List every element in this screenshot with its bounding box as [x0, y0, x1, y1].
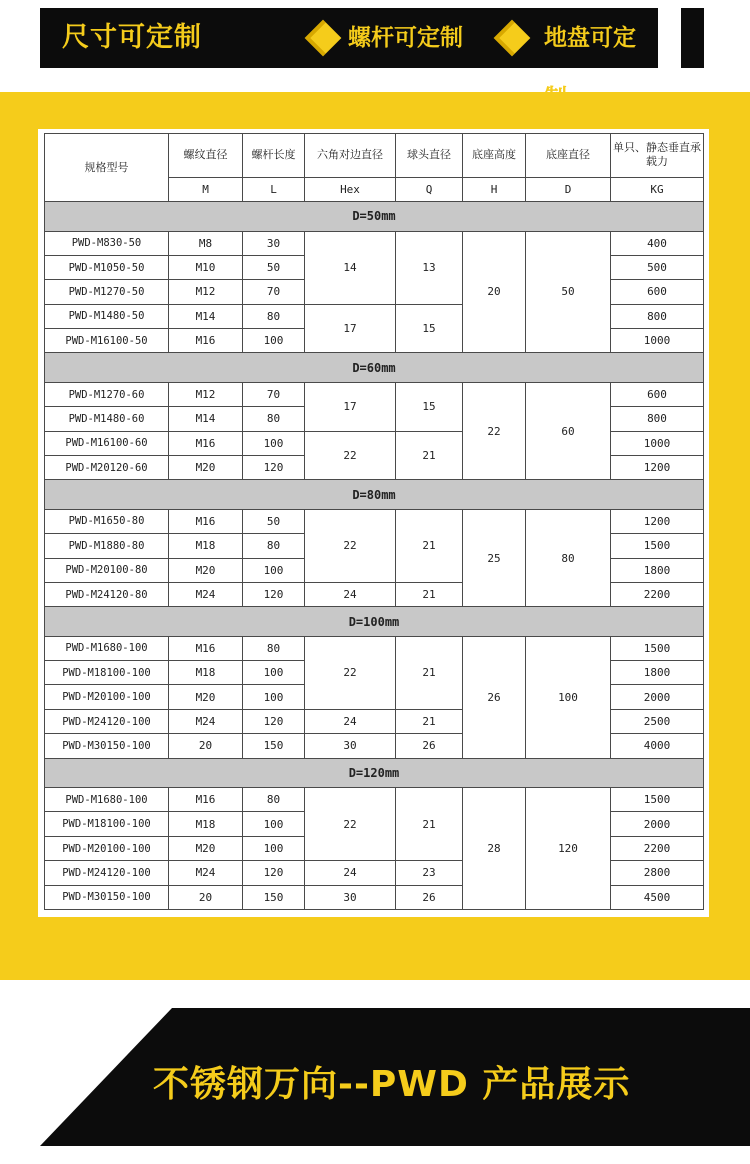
- load-capacity-cell: 4500: [611, 885, 704, 909]
- section-header: D=80mm: [45, 480, 704, 509]
- model-cell: PWD-M24120-100: [45, 861, 169, 885]
- section-row: [45, 607, 704, 636]
- load-capacity-cell: 600: [611, 280, 704, 304]
- model-cell: PWD-M1270-50: [45, 280, 169, 304]
- table-row: [45, 382, 704, 406]
- thread-diameter-cell: M14: [169, 407, 243, 431]
- thread-diameter-cell: M8: [169, 231, 243, 255]
- base-diameter-cell: 120: [526, 788, 611, 910]
- screw-length-cell: 120: [243, 455, 305, 479]
- diamond-bullet-icon: [494, 20, 531, 57]
- column-thread-diameter-symbol: M: [169, 177, 243, 201]
- screw-length-cell: 50: [243, 255, 305, 279]
- model-cell: PWD-M20100-80: [45, 558, 169, 582]
- diamond-bullet-icon: [305, 20, 342, 57]
- section-header: D=120mm: [45, 758, 704, 787]
- screw-length-cell: 150: [243, 734, 305, 758]
- ball-diameter-cell: 15: [396, 304, 463, 353]
- base-height-cell: 20: [463, 231, 526, 353]
- column-model-header: 规格型号: [45, 134, 169, 202]
- model-cell: PWD-M1270-60: [45, 382, 169, 406]
- ball-diameter-cell: 21: [396, 582, 463, 606]
- thread-diameter-cell: M16: [169, 329, 243, 353]
- section-row: [45, 353, 704, 382]
- model-cell: PWD-M1480-60: [45, 407, 169, 431]
- load-capacity-cell: 4000: [611, 734, 704, 758]
- column-hex-width-symbol: Hex: [305, 177, 396, 201]
- thread-diameter-cell: M20: [169, 558, 243, 582]
- footer-title: 不锈钢万向--PWD 产品展示: [153, 1064, 631, 1105]
- header-tag-base: 地盘可定: [544, 25, 636, 51]
- section-header: D=60mm: [45, 353, 704, 382]
- ball-diameter-cell: 23: [396, 861, 463, 885]
- model-cell: PWD-M16100-60: [45, 431, 169, 455]
- load-capacity-cell: 1800: [611, 661, 704, 685]
- model-cell: PWD-M1480-50: [45, 304, 169, 328]
- table-row: [45, 788, 704, 812]
- load-capacity-cell: 2000: [611, 812, 704, 836]
- section-header: D=100mm: [45, 607, 704, 636]
- screw-length-cell: 70: [243, 280, 305, 304]
- load-capacity-cell: 2200: [611, 836, 704, 860]
- load-capacity-cell: 1200: [611, 455, 704, 479]
- section-row: [45, 758, 704, 787]
- column-ball-diameter-header: 球头直径: [396, 134, 463, 178]
- ball-diameter-cell: 21: [396, 509, 463, 582]
- thread-diameter-cell: M16: [169, 636, 243, 660]
- thread-diameter-cell: M16: [169, 431, 243, 455]
- column-load-capacity-symbol: KG: [611, 177, 704, 201]
- thread-diameter-cell: 20: [169, 734, 243, 758]
- load-capacity-cell: 400: [611, 231, 704, 255]
- hex-width-cell: 17: [305, 382, 396, 431]
- table-row: [45, 231, 704, 255]
- thread-diameter-cell: M20: [169, 836, 243, 860]
- column-base-height-header: 底座高度: [463, 134, 526, 178]
- ball-diameter-cell: 15: [396, 382, 463, 431]
- thread-diameter-cell: M24: [169, 861, 243, 885]
- table-row: [45, 636, 704, 660]
- thread-diameter-cell: M16: [169, 788, 243, 812]
- screw-length-cell: 100: [243, 431, 305, 455]
- base-height-cell: 22: [463, 382, 526, 480]
- model-cell: PWD-M1680-100: [45, 636, 169, 660]
- base-height-cell: 26: [463, 636, 526, 758]
- hex-width-cell: 30: [305, 885, 396, 909]
- hex-width-cell: 22: [305, 788, 396, 861]
- screw-length-cell: 100: [243, 661, 305, 685]
- load-capacity-cell: 600: [611, 382, 704, 406]
- screw-length-cell: 120: [243, 861, 305, 885]
- section-header: D=50mm: [45, 202, 704, 231]
- screw-length-cell: 100: [243, 558, 305, 582]
- thread-diameter-cell: M18: [169, 534, 243, 558]
- section-row: [45, 480, 704, 509]
- screw-length-cell: 100: [243, 812, 305, 836]
- load-capacity-cell: 1500: [611, 788, 704, 812]
- screw-length-cell: 80: [243, 407, 305, 431]
- hex-width-cell: 17: [305, 304, 396, 353]
- screw-length-cell: 80: [243, 788, 305, 812]
- load-capacity-cell: 1500: [611, 534, 704, 558]
- thread-diameter-cell: M24: [169, 582, 243, 606]
- section-row: [45, 202, 704, 231]
- model-cell: PWD-M18100-100: [45, 812, 169, 836]
- table-header-row: [45, 134, 704, 178]
- thread-diameter-cell: M18: [169, 661, 243, 685]
- load-capacity-cell: 2200: [611, 582, 704, 606]
- hex-width-cell: 22: [305, 636, 396, 709]
- ball-diameter-cell: 26: [396, 734, 463, 758]
- header-tag-screw: 螺杆可定制: [348, 25, 463, 51]
- model-cell: PWD-M20100-100: [45, 836, 169, 860]
- column-screw-length-symbol: L: [243, 177, 305, 201]
- model-cell: PWD-M20120-60: [45, 455, 169, 479]
- thread-diameter-cell: 20: [169, 885, 243, 909]
- base-diameter-cell: 80: [526, 509, 611, 607]
- model-cell: PWD-M1880-80: [45, 534, 169, 558]
- ball-diameter-cell: 13: [396, 231, 463, 304]
- ball-diameter-cell: 21: [396, 788, 463, 861]
- column-screw-length-header: 螺杆长度: [243, 134, 305, 178]
- load-capacity-cell: 1800: [611, 558, 704, 582]
- column-hex-width-header: 六角对边直径: [305, 134, 396, 178]
- thread-diameter-cell: M18: [169, 812, 243, 836]
- screw-length-cell: 80: [243, 636, 305, 660]
- load-capacity-cell: 2500: [611, 709, 704, 733]
- screw-length-cell: 100: [243, 329, 305, 353]
- model-cell: PWD-M1050-50: [45, 255, 169, 279]
- load-capacity-cell: 500: [611, 255, 704, 279]
- model-cell: PWD-M1680-100: [45, 788, 169, 812]
- screw-length-cell: 50: [243, 509, 305, 533]
- model-cell: PWD-M30150-100: [45, 734, 169, 758]
- column-load-capacity-header: 单只、静态垂直承载力: [611, 134, 704, 178]
- model-cell: PWD-M30150-100: [45, 885, 169, 909]
- load-capacity-cell: 800: [611, 304, 704, 328]
- model-cell: PWD-M24120-80: [45, 582, 169, 606]
- load-capacity-cell: 1200: [611, 509, 704, 533]
- model-cell: PWD-M16100-50: [45, 329, 169, 353]
- base-height-cell: 28: [463, 788, 526, 910]
- hex-width-cell: 14: [305, 231, 396, 304]
- hex-width-cell: 24: [305, 709, 396, 733]
- base-diameter-cell: 100: [526, 636, 611, 758]
- screw-length-cell: 70: [243, 382, 305, 406]
- model-cell: PWD-M24120-100: [45, 709, 169, 733]
- thread-diameter-cell: M20: [169, 685, 243, 709]
- hex-width-cell: 24: [305, 582, 396, 606]
- hex-width-cell: 30: [305, 734, 396, 758]
- screw-length-cell: 80: [243, 534, 305, 558]
- load-capacity-cell: 800: [611, 407, 704, 431]
- load-capacity-cell: 2800: [611, 861, 704, 885]
- base-height-cell: 25: [463, 509, 526, 607]
- model-cell: PWD-M830-50: [45, 231, 169, 255]
- base-diameter-cell: 50: [526, 231, 611, 353]
- ball-diameter-cell: 21: [396, 636, 463, 709]
- thread-diameter-cell: M24: [169, 709, 243, 733]
- column-base-diameter-header: 底座直径: [526, 134, 611, 178]
- screw-length-cell: 80: [243, 304, 305, 328]
- thread-diameter-cell: M14: [169, 304, 243, 328]
- thread-diameter-cell: M16: [169, 509, 243, 533]
- model-cell: PWD-M20100-100: [45, 685, 169, 709]
- spec-table: [44, 133, 704, 910]
- ball-diameter-cell: 21: [396, 431, 463, 480]
- ball-diameter-cell: 21: [396, 709, 463, 733]
- hex-width-cell: 24: [305, 861, 396, 885]
- screw-length-cell: 100: [243, 685, 305, 709]
- load-capacity-cell: 1000: [611, 431, 704, 455]
- model-cell: PWD-M1650-80: [45, 509, 169, 533]
- thread-diameter-cell: M12: [169, 280, 243, 304]
- base-diameter-cell: 60: [526, 382, 611, 480]
- screw-length-cell: 30: [243, 231, 305, 255]
- header-title: 尺寸可定制: [62, 22, 202, 53]
- decorative-block: [681, 8, 704, 68]
- load-capacity-cell: 2000: [611, 685, 704, 709]
- ball-diameter-cell: 26: [396, 885, 463, 909]
- load-capacity-cell: 1000: [611, 329, 704, 353]
- hex-width-cell: 22: [305, 509, 396, 582]
- load-capacity-cell: 1500: [611, 636, 704, 660]
- bottom-banner: [40, 1008, 750, 1146]
- hex-width-cell: 22: [305, 431, 396, 480]
- screw-length-cell: 100: [243, 836, 305, 860]
- column-thread-diameter-header: 螺纹直径: [169, 134, 243, 178]
- thread-diameter-cell: M20: [169, 455, 243, 479]
- screw-length-cell: 150: [243, 885, 305, 909]
- column-base-diameter-symbol: D: [526, 177, 611, 201]
- thread-diameter-cell: M10: [169, 255, 243, 279]
- table-row: [45, 509, 704, 533]
- screw-length-cell: 120: [243, 709, 305, 733]
- model-cell: PWD-M18100-100: [45, 661, 169, 685]
- spec-table-card: [38, 129, 709, 917]
- screw-length-cell: 120: [243, 582, 305, 606]
- top-banner: [40, 8, 658, 68]
- column-ball-diameter-symbol: Q: [396, 177, 463, 201]
- column-base-height-symbol: H: [463, 177, 526, 201]
- thread-diameter-cell: M12: [169, 382, 243, 406]
